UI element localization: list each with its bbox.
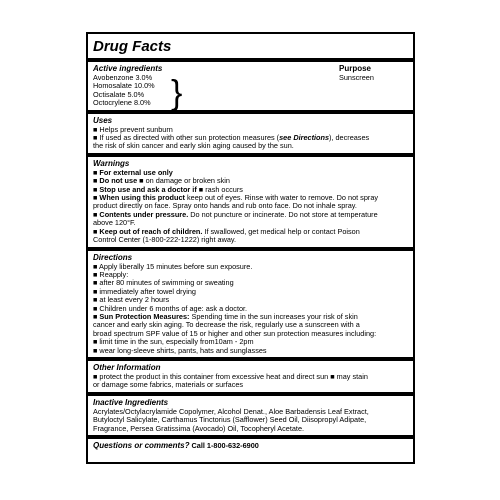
directions-line: ■ Sun Protection Measures: Spending time in the sun increases your risk of skin [93,311,358,321]
inactive-line: Fragrance, Persea Gratissima (Avocado) Oil, Tocopheryl Acetate. [93,423,305,433]
warning-line: ■ Do not use ■ on damage or broken skin [93,176,230,186]
directions-line: cancer and early skin aging. To decrease the risk, regularly use a sunscreen with a [93,320,360,330]
purpose-heading: Purpose [339,64,372,73]
directions-line: ■ immediately after towel drying [93,286,196,296]
directions-heading: Directions [93,252,133,262]
active-ingredient-item: Octocrylene 8.0% [93,98,151,108]
directions-line: broad spectrum SPF value of 15 or higher and other sun protection measures including: [93,328,377,338]
active-ingredients-heading: Active ingredients [93,64,163,73]
brace-icon: } [171,74,183,112]
label-title: Drug Facts [93,38,172,55]
directions-line: ■ limit time in the sun, especially from10am - 2pm [93,337,254,347]
questions-heading: Questions or comments? [93,441,190,450]
warning-line: ■ Contents under pressure. Do not puncture or incinerate. Do not store at temperature [93,209,378,219]
other-line: ■ protect the product in this container from excessive heat and direct sun ■ may stain [93,371,368,381]
active-ingredient-item: Octisalate 5.0% [93,89,145,99]
directions-line: ■ at least every 2 hours [93,295,170,305]
directions-section [91,251,410,357]
uses-heading: Uses [93,115,113,125]
inactive-ingredients-section [91,396,410,435]
directions-line: ■ Children under 6 months of age: ask a doctor. [93,303,248,313]
uses-line: ■ If used as directed with other sun protection measures (see Directions), decreases [93,133,370,143]
directions-line: ■ Apply liberally 15 minutes before sun exposure. [93,261,253,271]
uses-line: the risk of skin cancer and early skin aging caused by the sun. [93,141,294,151]
warning-line: Control Center (1-800-222-1222) right away. [93,235,237,245]
phone-number: Call 1-800-632-6900 [189,441,259,450]
uses-line: ■ Helps prevent sunburn [93,124,173,134]
directions-line: ■ after 80 minutes of swimming or sweating [93,278,234,288]
other-line: or damage some fabrics, materials or surfaces [93,380,244,390]
purpose-value: Sunscreen [339,73,374,82]
warning-line: product directly on face. Spray onto hands and rub onto face. Do not inhale spray. [93,201,357,211]
active-ingredients-section [91,62,410,110]
uses-section [91,114,410,153]
inactive-line: Butyloctyl Salicylate, Carthamus Tinctorius (Safflower) Seed Oil, Diisopropyl Adipate, [93,415,367,425]
other-information-section [91,361,410,392]
questions-section [91,439,410,453]
warnings-heading: Warnings [93,158,130,168]
active-ingredient-item: Homosalate 10.0% [93,81,155,91]
warning-line: ■ Stop use and ask a doctor if ■ rash occurs [93,184,243,194]
active-ingredient-item: Avobenzone 3.0% [93,73,153,82]
inactive-ingredients-heading: Inactive Ingredients [93,397,169,407]
directions-line: ■ Reapply: [93,269,129,279]
warning-line: ■ When using this product keep out of eyes. Rinse with water to remove. Do not spray [93,193,379,203]
warning-line: above 120°F. [93,218,136,228]
directions-line: ■ wear long-sleeve shirts, pants, hats and sunglasses [93,345,267,355]
other-information-heading: Other Information [93,362,161,372]
drug-facts-label [86,32,415,464]
questions-line [93,441,409,451]
warnings-section [91,157,410,247]
warning-line: ■ Keep out of reach of children. If swallowed, get medical help or contact Poison [93,226,360,236]
warning-line: ■ For external use only [93,167,173,177]
inactive-line: Acrylates/Octylacrylamide Copolymer, Alcohol Denat., Aloe Barbadensis Leaf Extract, [93,406,369,416]
